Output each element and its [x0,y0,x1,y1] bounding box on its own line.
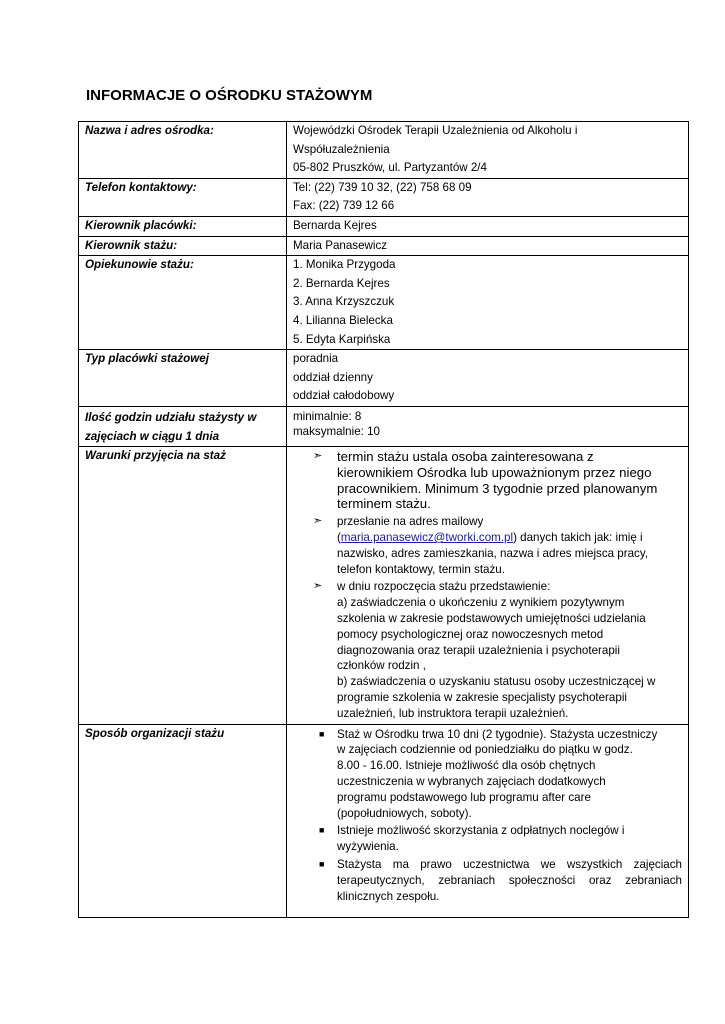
label-line: Ilość godzin udziału stażysty w [85,410,257,424]
value-ilosc [287,406,689,446]
text-line: nazwisko, adres zamieszkania, nazwa i adres miejsca pracy, [337,546,649,560]
text-line: Istnieje możliwość skorzystania z odpłatnych noclegów i [337,824,625,838]
min-hours: minimalnie: 8 [293,409,362,423]
address-line: Współuzależnienia [293,142,390,156]
table-row-kierownik-placowki [79,216,689,236]
table-row-kierownik-stazu [79,236,689,256]
label-typ: Typ placówki stażowej [79,350,287,407]
list-item [293,727,682,822]
text-line: członków rodzin , [337,659,426,673]
phone-line: Tel: (22) 739 10 32, (22) 758 68 09 [293,180,472,194]
arrowhead-bullet-icon: ➣ [313,580,323,593]
text-line: uzależnień, lub instruktora terapii uzależnień. [337,706,569,720]
text-line: (popołudniowych, soboty). [337,806,472,820]
text-line: w zajęciach codziennie od poniedziałku do piątku w godz. [337,743,633,757]
text-line: w dniu rozpoczęcia stażu przedstawienie: [337,580,551,594]
value-nazwa [287,122,689,179]
text-fragment: ) danych takich jak: imię i [513,531,643,545]
value-typ [287,350,689,407]
table-row-sposob [79,724,689,917]
max-hours: maksymalnie: 10 [293,424,380,438]
value-kierownik-stazu: Maria Panasewicz [287,236,689,256]
fax-line: Fax: (22) 739 12 66 [293,199,395,213]
label-warunki: Warunki przyjęcia na staż [79,447,287,725]
label-line: zajęciach w ciągu 1 dnia [85,429,220,443]
list-item: 1. Monika Przygoda [293,258,396,272]
list-item: oddział dzienny [293,370,373,384]
label-kierownik-stazu: Kierownik stażu: [79,236,287,256]
value-warunki [287,447,689,725]
list-item: 2. Bernarda Kejres [293,276,390,290]
list-item [293,514,682,577]
arrowhead-bullet-icon: ➣ [313,515,323,528]
address-line: 05-802 Pruszków, ul. Partyzantów 2/4 [293,161,487,175]
text-line: kierownikiem Ośrodka lub upoważnionym przez niego [337,464,652,480]
text-line: telefon kontaktowy, termin stażu. [337,562,505,576]
value-sposob [287,724,689,917]
square-bullet-icon: ■ [319,728,325,739]
square-bullet-icon: ■ [319,859,325,870]
page-title: INFORMACJE O OŚRODKU STAŻOWYM [86,87,373,104]
table-row-typ [79,350,689,407]
square-bullet-icon: ■ [319,825,325,836]
value-telefon [287,178,689,216]
label-kierownik-placowki: Kierownik placówki: [79,216,287,236]
value-opiekunowie [287,256,689,350]
table-row-nazwa [79,122,689,179]
text-line: termin stażu ustala osoba zainteresowana z [337,449,594,465]
list-item [293,449,682,512]
text-line: pracownikiem. Minimum 3 tygodnie przed planowanym [337,480,658,496]
text-line: pomocy psychologicznej oraz nowoczesnych metod [337,627,604,641]
text-line: szkolenia w zakresie podstawowych umiejętności udzielania [337,612,646,626]
table-row-warunki [79,447,689,725]
text-line: uczestniczenia w wybranych zajęciach dodatkowych [337,775,606,789]
list-item: 4. Lilianna Bielecka [293,313,393,327]
text-line: wyżywienia. [337,840,399,854]
list-item [293,823,682,855]
text-line: programie szkolenia w zakresie specjalisty psychoterapii [337,691,627,705]
text-line: a) zaświadczenia o ukończeniu z wynikiem pozytywnym [337,596,625,610]
email-link[interactable]: maria.panasewicz@tworki.com.pl [340,531,514,545]
table-row-telefon [79,178,689,216]
label-sposob: Sposób organizacji stażu [79,724,287,917]
table-row-opiekunowie [79,256,689,350]
paren: ( [337,531,341,545]
list-item [293,857,682,904]
label-opiekunowie: Opiekunowie stażu: [79,256,287,350]
text-line: diagnozowania oraz terapii uzależnienia i psychoterapii [337,643,620,657]
value-kierownik-placowki: Bernarda Kejres [287,216,689,236]
text-line: terminem stażu. [337,496,431,512]
list-item: oddział całodobowy [293,389,395,403]
arrowhead-bullet-icon: ➣ [313,450,323,463]
text-line: przesłanie na adres mailowy [337,515,484,529]
label-telefon: Telefon kontaktowy: [79,178,287,216]
list-item: 3. Anna Krzyszczuk [293,295,395,309]
text-line: Staż w Ośrodku trwa 10 dni (2 tygodnie). Stażysta uczestniczy [337,727,658,741]
table-row-ilosc [79,406,689,446]
list-item: poradnia [293,352,339,366]
text-line: 8.00 - 16.00. Istnieje możliwość dla osób chętnych [337,759,596,773]
list-item [293,579,682,721]
label-ilosc [79,406,287,446]
text-line [337,530,682,546]
info-table [78,121,689,918]
label-nazwa: Nazwa i adres ośrodka: [79,122,287,179]
text-paragraph: Stażysta ma prawo uczestnictwa we wszystkich zajęciach terapeutycznych, zebraniach społeczności oraz zebraniach klinicznych zespołu. [337,858,682,903]
address-line: Wojewódzki Ośrodek Terapii Uzależnienia od Alkoholu i [293,124,578,137]
list-item: 5. Edyta Karpińska [293,332,391,346]
text-line: programu podstawowego lub programu after care [337,790,591,804]
text-line: b) zaświadczenia o uzyskaniu statusu osoby uczestniczącej w [337,675,656,689]
